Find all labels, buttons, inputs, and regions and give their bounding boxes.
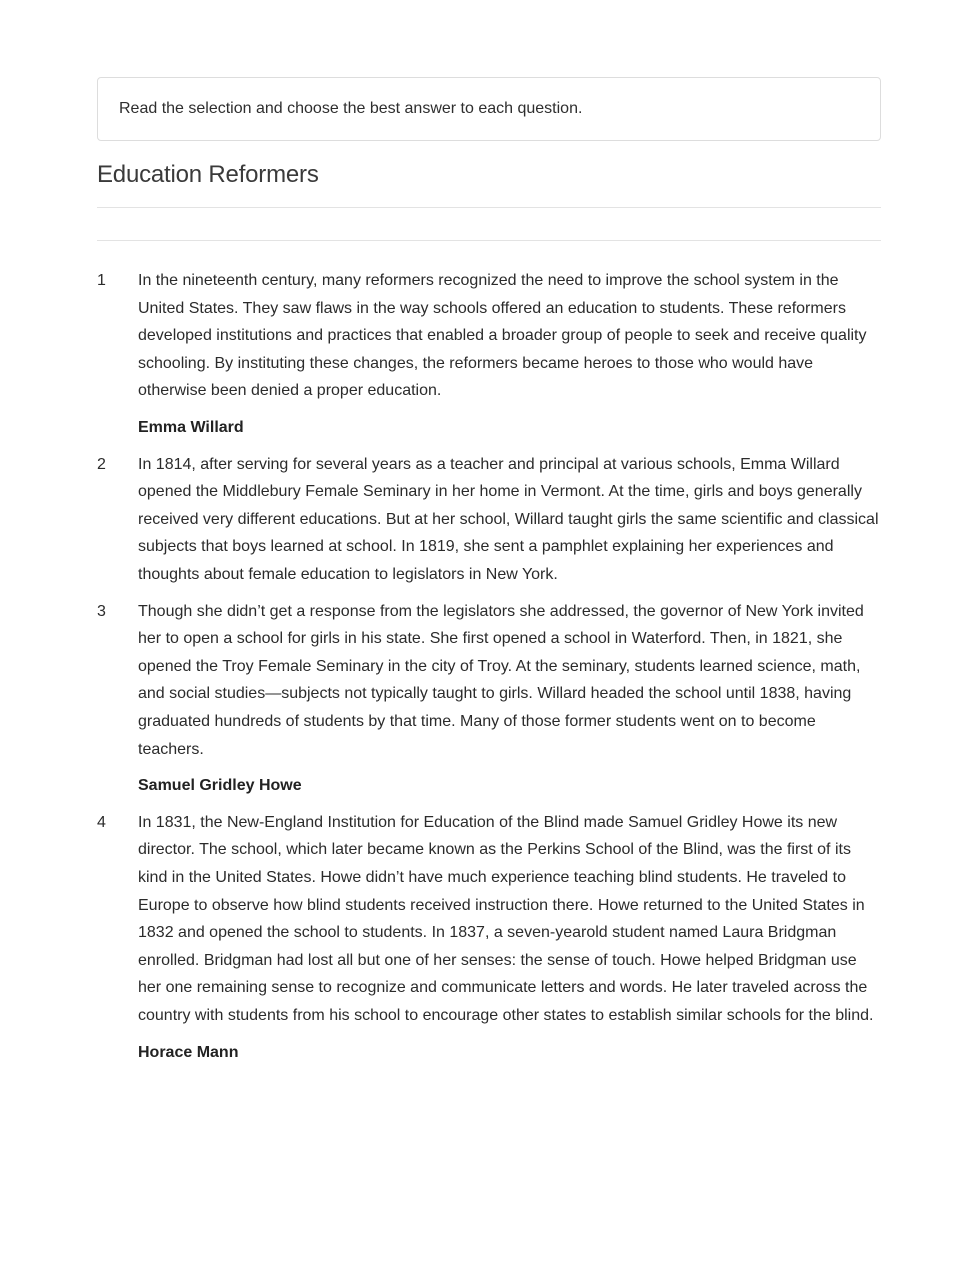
passage bbox=[97, 267, 881, 1066]
paragraph-number: 4 bbox=[97, 813, 106, 831]
page-content bbox=[97, 77, 881, 1075]
paragraph-number: 1 bbox=[97, 272, 106, 290]
passage-divider bbox=[97, 240, 881, 241]
instructions-text: Read the selection and choose the best answer to each question. bbox=[119, 100, 583, 117]
section-heading-emma-willard: Emma Willard bbox=[138, 419, 244, 437]
paragraph-number: 2 bbox=[97, 455, 106, 473]
paragraph-text: In 1831, the New-England Institution for Education of the Blind made Samuel Gridley Howe its new director. The school, which later became known as the Perkins School of the Blind, was the first of its kind in the United States. Howe didn’t have much experience teaching blind students. He traveled to Europe to observe how blind students received instruction there. Howe returned to the United States in 1832 and opened the school to students. In 1837, a seven-yearold student named Laura Bridgman enrolled. Bridgman had lost all but one of her senses: the sense of touch. Howe helped Bridgman use her one remaining sense to recognize and communicate letters and words. He later traveled across the country with students from his school to encourage other states to establish similar schools for the blind. bbox=[138, 813, 874, 1024]
paragraph-text: Though she didn’t get a response from the legislators she addressed, the governor of New York invited her to open a school for girls in his state. She first opened a school in Waterford. Then, in 1821, she opened the Troy Female Seminary in the city of Troy. At the seminary, students learned science, math, and social studies—subjects not typically taught to girls. Willard headed the school until 1838, having graduated hundreds of students by that time. Many of those former students went on to become teachers. bbox=[138, 602, 864, 758]
section-heading-horace-mann: Horace Mann bbox=[138, 1043, 239, 1061]
instructions-box bbox=[97, 77, 881, 141]
paragraph-3 bbox=[97, 598, 881, 764]
paragraph-4 bbox=[97, 809, 881, 1030]
paragraph-2 bbox=[97, 451, 881, 589]
page-title: Education Reformers bbox=[97, 161, 319, 188]
paragraph-number: 3 bbox=[97, 602, 106, 620]
section-heading-samuel-gridley-howe: Samuel Gridley Howe bbox=[138, 777, 302, 795]
title-divider bbox=[97, 207, 881, 208]
paragraph-text: In 1814, after serving for several years as a teacher and principal at various schools, Emma Willard opened the Middlebury Female Seminary in her home in Vermont. At the time, girls and boys generally received very different educations. But at her school, Willard taught girls the same scientific and classical subjects that boys learned at school. In 1819, she sent a pamphlet explaining her experiences and thoughts about female education to legislators in New York. bbox=[138, 455, 879, 584]
paragraph-1 bbox=[97, 267, 881, 405]
paragraph-text: In the nineteenth century, many reformers recognized the need to improve the school system in the United States. They saw flaws in the way schools offered an education to students. These reformers developed institutions and practices that enabled a broader group of people to seek and receive quality schooling. By instituting these changes, the reformers became heroes to those who would have otherwise been denied a proper education. bbox=[138, 272, 867, 400]
